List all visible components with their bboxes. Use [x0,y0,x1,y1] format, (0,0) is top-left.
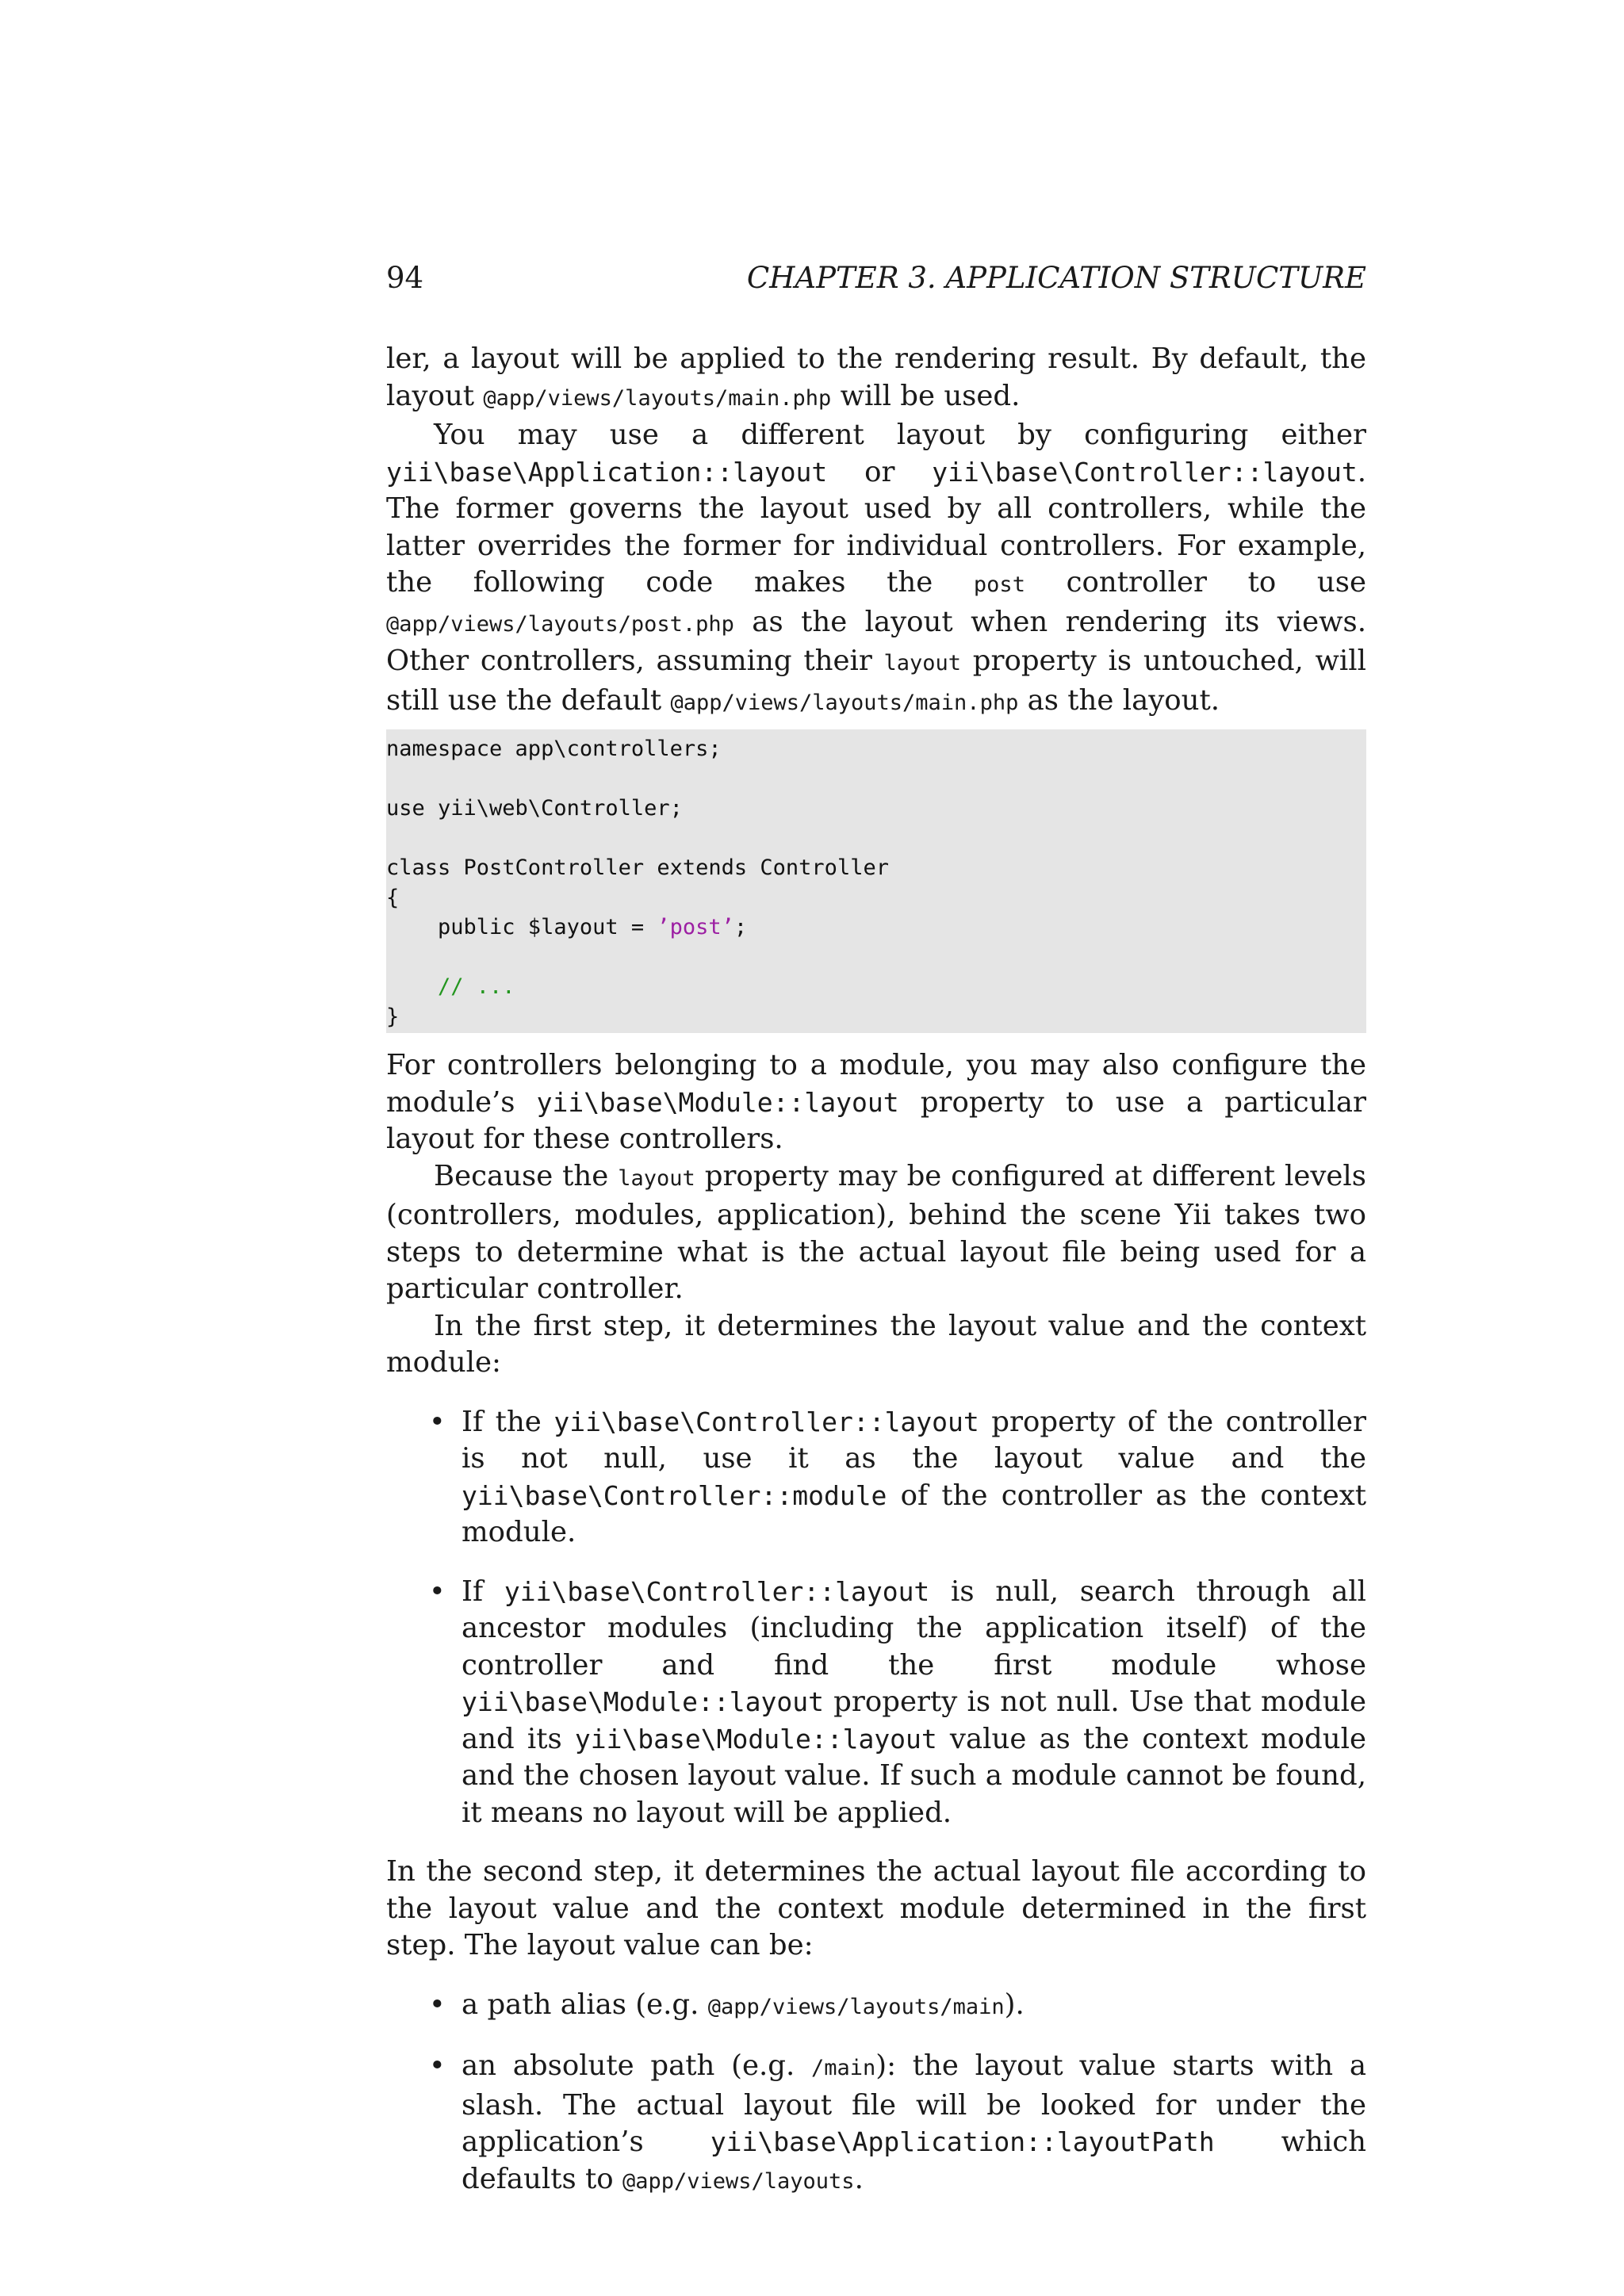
code-inline: @app/views/layouts/main.php [483,385,832,411]
code-inline: post [973,572,1025,597]
code-comment: // ... [386,974,515,999]
text: property may be configured at different levels (controllers, modules, application), behind the scene Yii takes two steps to determine what is the actual layout file being used for a particular controller. [386,1159,1366,1305]
spacer [386,2026,1366,2048]
text: will be used. [831,379,1021,412]
text: an absolute path (e.g. [462,2049,811,2082]
paragraph-different-layout [386,417,1366,721]
paragraph-layout-default [386,341,1366,417]
text: value as the context module and the chosen layout value. If such a module cannot be found, it means no layout will be applied. [462,1722,1366,1829]
text: . The former governs the layout used by all controllers, while the latter overrides the former for individual controllers. For example, the following code makes the [386,455,1366,599]
text: If the [462,1405,554,1438]
paragraph-first-step [386,1308,1366,1382]
text: of the controller as the context module. [462,1479,1366,1548]
layout-value-list [386,1987,1366,2201]
code-inline: yii\base\Controller::layout [553,1406,979,1437]
spacer [386,1831,1366,1854]
code-inline: yii\base\Controller::module [462,1479,887,1511]
running-header [386,258,1366,298]
text: You may use a different layout by configuring either [434,419,1366,451]
bullet-icon: • [429,1988,446,2021]
code-inline: yii\base\Application::layoutPath [710,2126,1215,2157]
code-inline: @app/views/layouts [622,2168,855,2194]
code-line: class PostController extends Controller [386,855,889,880]
text: a path alias (e.g. [462,1988,708,2021]
code-token: ; [733,915,748,939]
spacer [386,1965,1366,1987]
text: property to use a particular layout for these controllers. [386,1085,1367,1155]
code-inline: yii\base\Module::layout [536,1086,899,1118]
text: Because the [434,1159,619,1192]
code-line: namespace app\controllers; [386,737,722,761]
text: ): the layout value starts with a slash. The actual layout file will be looked for under the application’s [462,2049,1366,2158]
code-line: } [386,1004,400,1029]
code-line-blank [386,943,1366,973]
code-token: public $layout = [386,915,657,939]
bullet-icon: • [429,1406,446,1438]
code-block [386,729,1366,1033]
text: as the layout when rendering its views. Other controllers, assuming their [386,605,1366,677]
code-inline: layout [618,1165,695,1191]
paragraph-two-steps [386,1158,1366,1308]
text: as the layout. [1018,683,1220,717]
text: ler, a layout will be applied to the rendering result. By default, the layout [386,342,1366,412]
text: or [827,455,933,488]
code-line-blank [386,824,1366,854]
code-line: use yii\web\Controller; [386,796,683,821]
list-item [386,1987,1366,2026]
spacer [386,1552,1366,1574]
code-inline: layout [883,651,962,675]
text: controller to use [1025,566,1366,599]
text: For controllers belonging to a module, you may also configure the module’s [386,1049,1366,1119]
spacer [386,1382,1366,1404]
list-item [386,1574,1366,1832]
text: In the second step, it determines the actual layout file according to the layout value and the context module determined in the first step. The layout value can be: [386,1855,1366,1961]
bullet-icon: • [429,2050,446,2082]
code-inline: /main [810,2056,876,2080]
text: property is not null. Use that module and its [462,1686,1366,1755]
text: . [854,2162,864,2195]
text: In the first step, it determines the layout value and the context module: [386,1309,1366,1379]
code-string: ’post’ [657,915,734,939]
text: property is untouched, will still use the default [386,645,1366,717]
code-line-blank [386,764,1366,794]
paragraph-module-layout [386,1047,1366,1158]
code-inline: yii\base\Application::layout [386,456,828,488]
text: If [462,1575,504,1608]
code-inline: yii\base\Controller::layout [504,1575,930,1607]
first-step-list [386,1404,1366,1832]
text: which defaults to [462,2126,1367,2195]
page-number: 94 [386,261,424,295]
code-inline: yii\base\Module::layout [574,1723,937,1755]
text: property of the controller is not null, use it as the layout value and the [462,1405,1367,1475]
list-item [386,2048,1366,2200]
code-line [386,913,1366,943]
code-inline: yii\base\Controller::layout [932,456,1358,488]
bullet-icon: • [429,1575,446,1608]
code-inline: @app/views/layouts/post.php [386,611,734,637]
code-inline: @app/views/layouts/main [707,1994,1005,2019]
code-inline: @app/views/layouts/main.php [670,690,1019,715]
text: is null, search through all ancestor modules (including the application itself) of the controller and find the first module whose [462,1575,1366,1682]
page-body [386,341,1366,2200]
code-inline: yii\base\Module::layout [462,1686,824,1717]
paragraph-second-step [386,1854,1366,1965]
chapter-title: CHAPTER 3. APPLICATION STRUCTURE [746,261,1366,295]
text: ). [1004,1988,1025,2021]
code-line: { [386,885,400,910]
list-item [386,1404,1366,1552]
